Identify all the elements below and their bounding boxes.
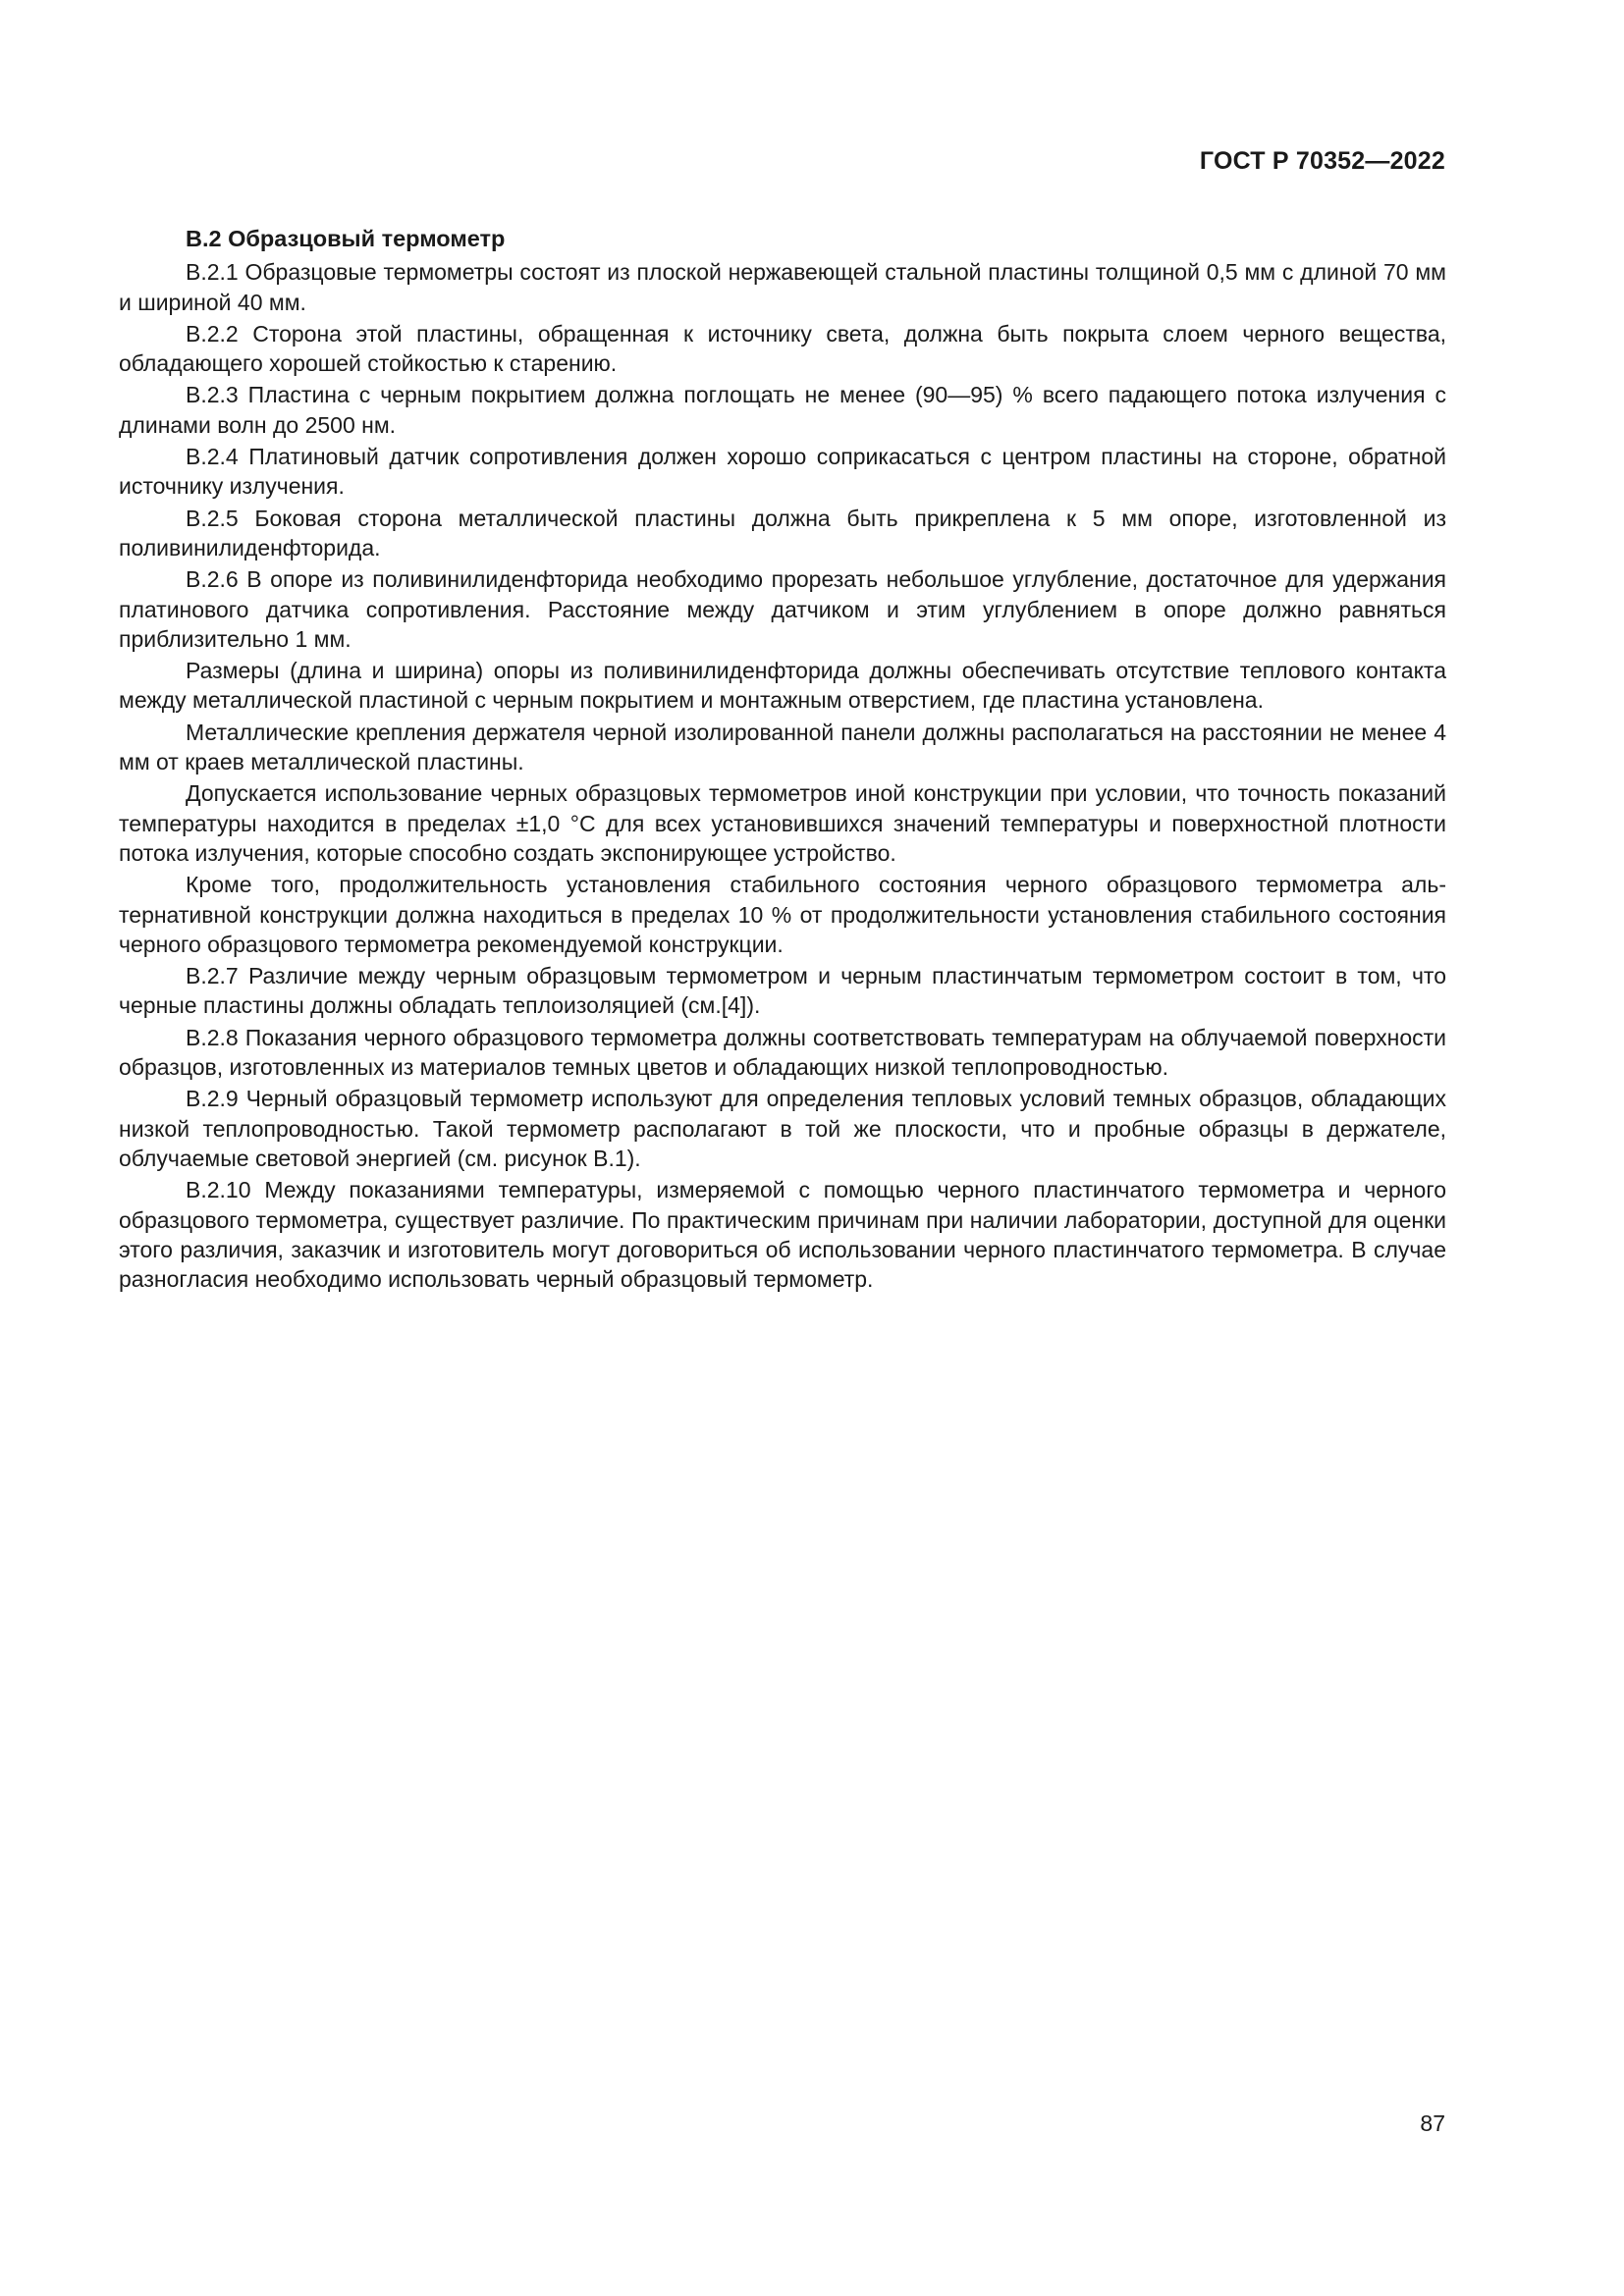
paragraph-support-dimensions: Размеры (длина и ширина) опоры из поливинилиденфторида должны обеспечивать отсутствие теплового контакта между металлической пластиной с черным покрытием и монтажным отверстием, где пластина установлена. <box>119 658 1446 714</box>
paragraph-metal-fasteners: Металлические крепления держателя черной изолированной панели должны располагаться на расстоянии не менее 4 мм от краев металлической пластины. <box>119 719 1446 775</box>
paragraph-stabilization-time: Кроме того, продолжительность установления стабильного состояния черного образцового термометра альтернативной конструкции должна находиться в пределах 10 % от продолжительности установления стабильного состояния черного образцового термометра рекомендуемой конструкции. <box>119 872 1446 957</box>
document-code-header: ГОСТ Р 70352—2022 <box>1199 147 1445 175</box>
paragraph-b-2-2: В.2.2 Сторона этой пластины, обращенная к источнику света, должна быть покрыта слоем черного вещества, обладающего хорошей стойкостью к старению. <box>119 320 1446 377</box>
paragraph-b-2-3: В.2.3 Пластина с черным покрытием должна поглощать не менее (90—95) % всего падающего потока излучения с длинами волн до 2500 нм. <box>119 382 1446 438</box>
paragraph-b-2-6: В.2.6 В опоре из поливинилиденфторида необходимо прорезать небольшое углубление, достаточное для удержания платинового датчика сопротивления. Расстояние между датчиком и этим углублением в опоре должно равняться приблизительно 1 мм. <box>119 566 1446 652</box>
paragraph-b-2-8: В.2.8 Показания черного образцового термометра должны соответствовать температурам на облучаемой поверхности образцов, изготовленных из материалов темных цветов и обладающих низкой теплопроводностью. <box>119 1024 1446 1081</box>
paragraph-b-2-5: В.2.5 Боковая сторона металлической пластины должна быть прикреплена к 5 мм опоре, изготовленной из поливинилиденфторида. <box>119 505 1446 561</box>
paragraph-b-2-10: В.2.10 Между показаниями температуры, измеряемой с помощью черного пластинчатого термометра и черного образцового термометра, существует различие. По практическим причинам при наличии лаборатории, доступной для оценки этого различия, заказчик и изготовитель могут договориться об использовании черного пластинчатого термометра. В случае разногласия необходимо использовать черный образцовый термометр. <box>119 1177 1446 1293</box>
paragraph-alternative-design: Допускается использование черных образцовых термометров иной конструкции при условии, что точность показаний температуры находится в пределах ±1,0 °С для всех установившихся значений температуры и поверхностной плотности потока излучения, которые способно создать экспонирующее устройство. <box>119 780 1446 866</box>
paragraph-b-2-9: В.2.9 Черный образцовый термометр используют для определения тепловых условий темных образцов, обладающих низкой теплопроводностью. Такой термометр располагают в той же плоскости, что и пробные образцы в держателе, облучаемые световой энергией (см. рисунок В.1). <box>119 1086 1446 1171</box>
paragraph-b-2-7: В.2.7 Различие между черным образцовым термометром и черным пластинчатым термометром состоит в том, что черные пластины должны обладать теплоизоляцией (см.[4]). <box>119 963 1446 1019</box>
section-content <box>119 224 1446 1294</box>
paragraph-b-2-4: В.2.4 Платиновый датчик сопротивления должен хорошо соприкасаться с центром пластины на стороне, обратной источнику излучения. <box>119 444 1446 500</box>
page-number: 87 <box>1420 2110 1445 2136</box>
paragraph-b-2-1: В.2.1 Образцовые термометры состоят из плоской нержавеющей стальной пластины толщиной 0,5 мм с длиной 70 мм и шириной 40 мм. <box>119 259 1446 315</box>
section-title: В.2 Образцовый термометр <box>186 226 506 251</box>
